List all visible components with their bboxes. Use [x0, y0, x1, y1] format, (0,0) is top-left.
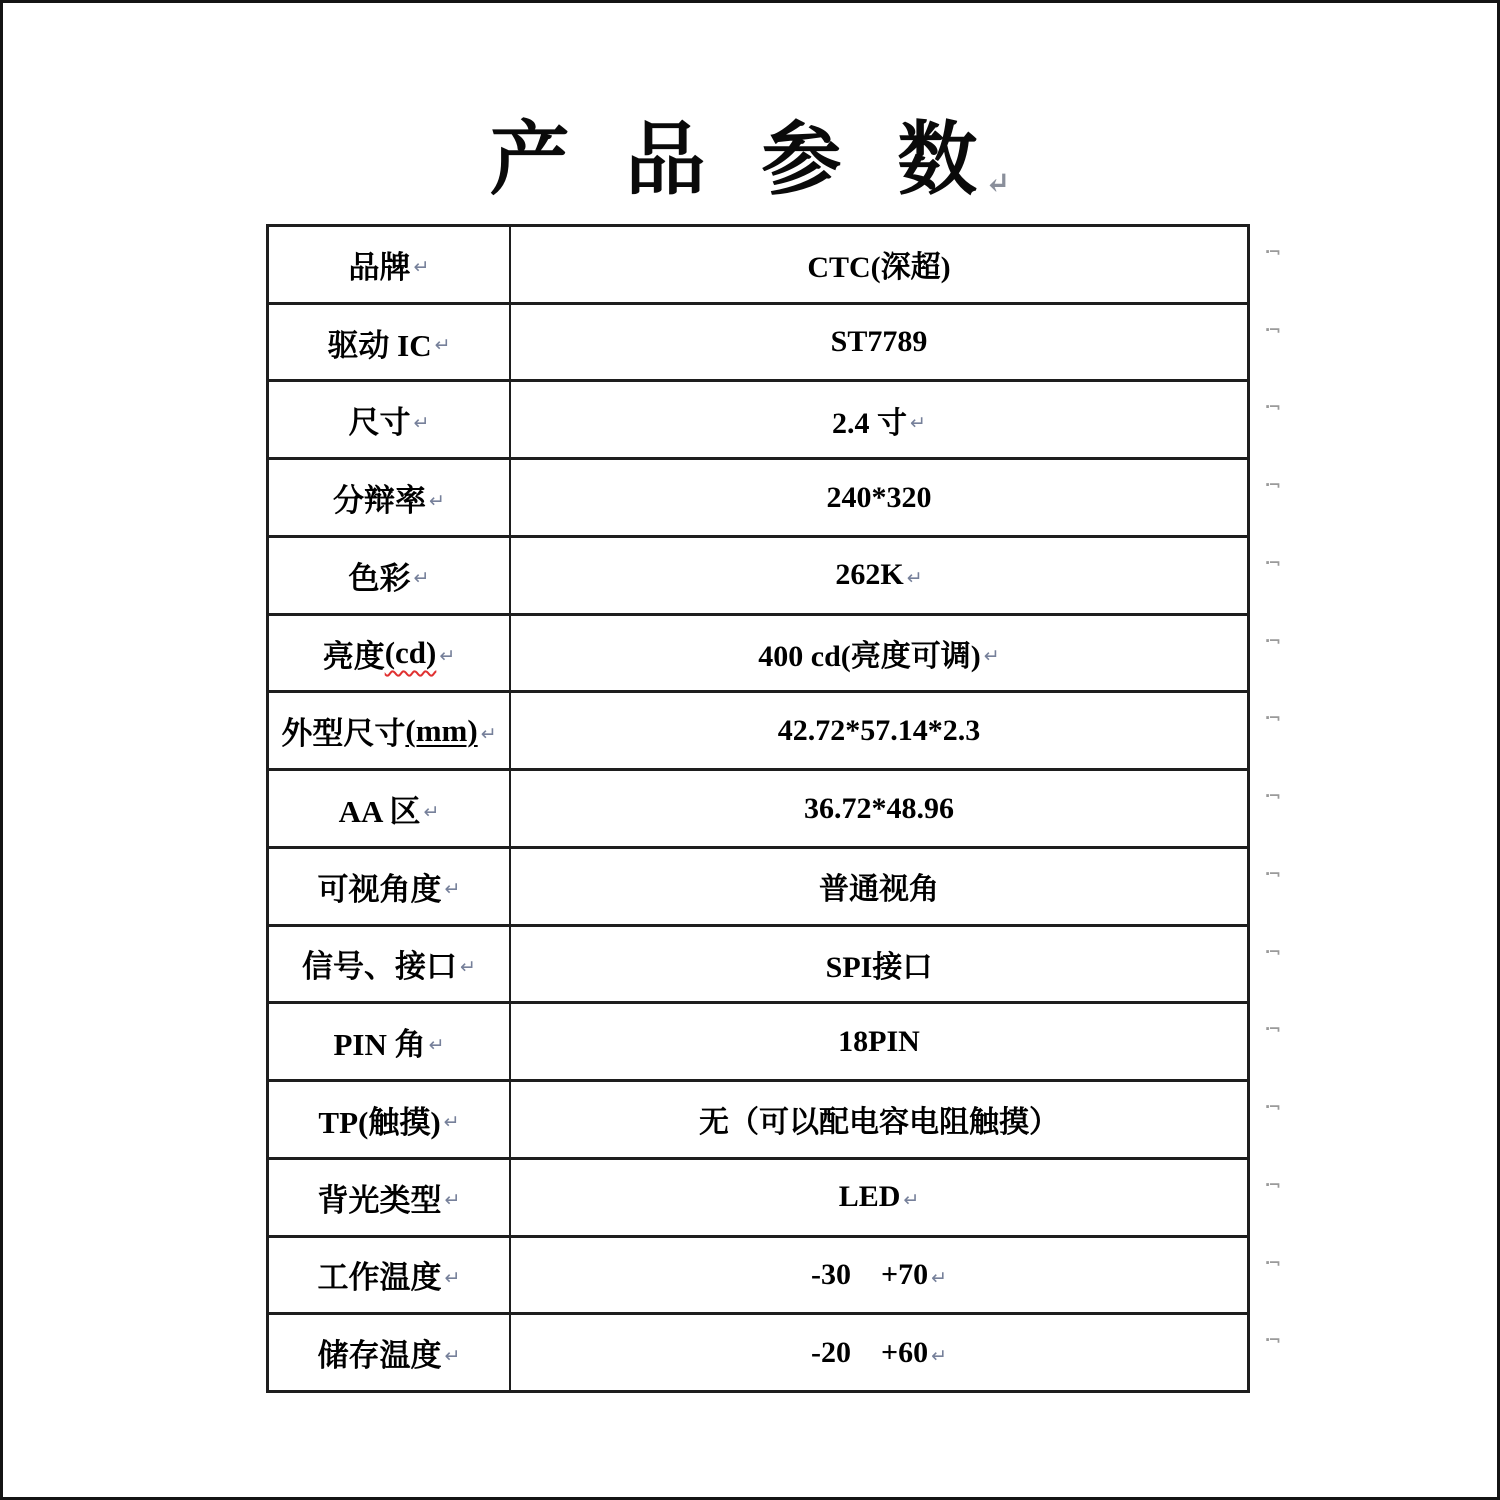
param-label-cell [269, 1160, 511, 1235]
param-value-cell [511, 305, 1247, 380]
param-value-cell [511, 849, 1247, 924]
param-label-cell [269, 538, 511, 613]
row-end-mark-icon: ·¬ [1264, 1175, 1279, 1194]
param-value-cell [511, 382, 1247, 457]
param-value: 42.72*57.14*2.3 [777, 713, 981, 747]
param-value: 36.72*48.96 [804, 791, 954, 825]
param-label: TP(触摸) [318, 1104, 441, 1140]
page-title-text: 产 品 参 数 [489, 112, 992, 206]
param-value-cell [511, 693, 1247, 768]
param-label: 分辩率 [333, 483, 427, 519]
param-label-cell [269, 616, 511, 691]
row-end-mark-icon: ·¬ [1264, 320, 1279, 339]
row-end-mark-icon: ·¬ [1264, 1253, 1279, 1272]
param-value-cell [511, 927, 1247, 1002]
param-value: -20 +60 [810, 1335, 929, 1369]
param-value-cell [511, 1004, 1247, 1079]
param-label: 可视角度 [317, 871, 442, 907]
row-end-mark-icon: ·¬ [1264, 942, 1279, 961]
table-row [269, 693, 1279, 771]
param-label: 工作温度 [317, 1260, 442, 1296]
cell-end-mark-icon: ↵ [931, 1266, 947, 1289]
row-end-mark-icon: ·¬ [1264, 553, 1279, 572]
spec-table [266, 224, 1279, 1393]
param-label-cell [269, 305, 511, 380]
param-value-cell [511, 1160, 1247, 1235]
table-row [269, 538, 1279, 616]
table-row [269, 382, 1279, 460]
param-value: 262K [835, 558, 904, 592]
param-label: 尺寸 [348, 405, 411, 441]
param-value-cell [511, 538, 1247, 613]
param-label-cell [269, 227, 511, 302]
param-label-cell [269, 1238, 511, 1313]
cell-end-mark-icon: ↵ [434, 334, 451, 357]
param-value: CTC(深超) [807, 251, 951, 285]
cell-end-mark-icon: ↵ [429, 489, 445, 512]
param-label-cell [269, 849, 511, 924]
param-label: 储存温度 [317, 1338, 442, 1374]
row-end-mark-icon: ·¬ [1264, 243, 1279, 261]
param-label-cell [269, 460, 511, 535]
param-value-cell [511, 771, 1247, 846]
param-value: ST7789 [830, 325, 928, 359]
table-row [269, 460, 1279, 538]
param-value: SPI接口 [825, 950, 933, 984]
param-value-cell [511, 1238, 1247, 1313]
table-row [269, 305, 1279, 383]
param-label: AA 区 [338, 794, 421, 829]
table-row [269, 927, 1279, 1005]
cell-end-mark-icon: ↵ [983, 645, 1000, 668]
table-row [269, 227, 1279, 305]
param-value: 普通视角 [819, 873, 939, 907]
param-label: 驱动 IC [327, 327, 432, 363]
cell-end-mark-icon: ↵ [413, 256, 430, 279]
row-end-mark-icon: ·¬ [1264, 398, 1279, 417]
param-label: 色彩 [348, 560, 411, 596]
cell-end-mark-icon: ↵ [903, 1189, 920, 1212]
cell-end-mark-icon: ↵ [443, 1111, 460, 1134]
cell-end-mark-icon: ↵ [428, 1033, 445, 1056]
table-row [269, 616, 1279, 694]
param-value: 240*320 [826, 480, 932, 514]
param-label-unit: (cd) [384, 635, 437, 671]
cell-end-mark-icon: ↵ [480, 722, 497, 745]
param-value: 无（可以配电容电阻触摸） [699, 1106, 1059, 1140]
cell-end-mark-icon: ↵ [460, 955, 476, 978]
row-end-mark-icon: ·¬ [1264, 787, 1279, 806]
cell-end-mark-icon: ↵ [906, 567, 923, 590]
param-label: 信号、接口 [302, 949, 458, 985]
param-label-unit: (mm) [405, 712, 478, 748]
row-end-mark-icon: ·¬ [1264, 631, 1279, 650]
param-value-cell [511, 1082, 1247, 1157]
param-value-cell [511, 616, 1247, 691]
cell-end-mark-icon: ↵ [444, 1344, 461, 1367]
table-row [269, 771, 1279, 849]
param-label: PIN 角 [333, 1027, 426, 1063]
row-end-mark-icon: ·¬ [1264, 476, 1279, 495]
table-row [269, 849, 1279, 927]
cell-end-mark-icon: ↵ [439, 645, 456, 668]
cell-end-mark-icon: ↵ [931, 1344, 947, 1367]
param-label-cell [269, 1315, 511, 1390]
param-value-cell [511, 227, 1247, 302]
cell-end-mark-icon: ↵ [413, 411, 430, 434]
param-value: LED [838, 1180, 901, 1214]
param-label: 亮度 [322, 638, 385, 674]
param-label-cell [269, 927, 511, 1002]
param-value: 18PIN [838, 1024, 920, 1058]
param-label-cell [269, 1082, 511, 1157]
table-row [269, 1082, 1279, 1160]
page-title [3, 95, 1497, 210]
row-end-mark-icon: ·¬ [1264, 1331, 1279, 1350]
table-row [269, 1160, 1279, 1238]
row-end-mark-icon: ·¬ [1264, 1098, 1279, 1117]
param-value-cell [511, 460, 1247, 535]
param-value-cell [511, 1315, 1247, 1390]
cell-end-mark-icon: ↵ [423, 800, 440, 823]
cell-end-mark-icon: ↵ [444, 1266, 461, 1289]
table-row [269, 1315, 1279, 1390]
table-row [269, 1238, 1279, 1316]
row-end-mark-icon: ·¬ [1264, 1020, 1279, 1039]
param-label: 背光类型 [317, 1182, 442, 1218]
row-end-mark-icon: ·¬ [1264, 709, 1279, 728]
param-value: -30 +70 [810, 1257, 929, 1291]
table-row [269, 1004, 1279, 1082]
cell-end-mark-icon: ↵ [910, 411, 926, 434]
param-label-cell [269, 771, 511, 846]
return-mark-icon: ↵ [985, 166, 1011, 201]
param-value: 400 cd(亮度可调) [758, 640, 981, 674]
param-label: 外型尺寸 [281, 716, 406, 752]
cell-end-mark-icon: ↵ [444, 1189, 461, 1212]
param-label-cell [269, 1004, 511, 1079]
param-label: 品牌 [348, 249, 411, 285]
param-label-cell [269, 693, 511, 768]
param-value: 2.4 寸 [832, 406, 908, 440]
row-end-mark-icon: ·¬ [1264, 864, 1279, 883]
cell-end-mark-icon: ↵ [413, 567, 430, 590]
cell-end-mark-icon: ↵ [444, 878, 461, 901]
param-label-cell [269, 382, 511, 457]
